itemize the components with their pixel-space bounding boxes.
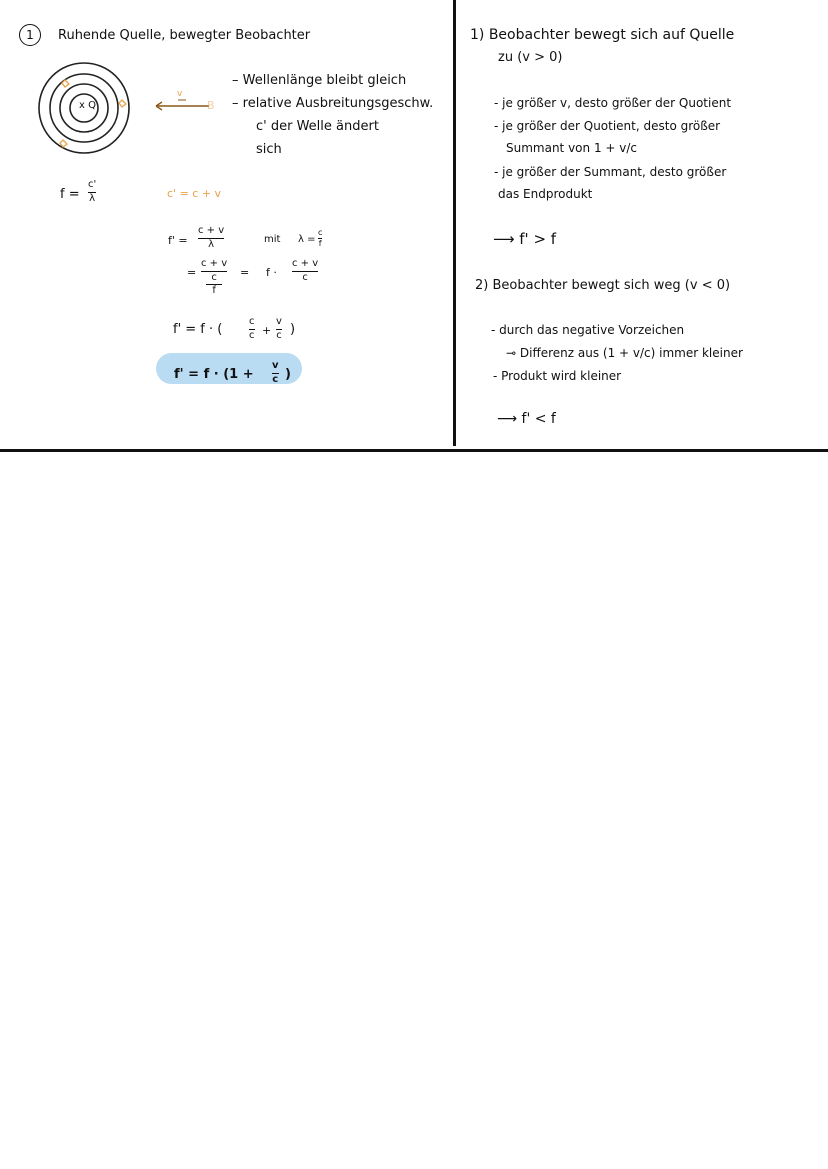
eq5-frac — [272, 361, 279, 385]
case2-result: ⟶ f' < f — [497, 411, 556, 427]
eq3-fraction-2 — [292, 259, 318, 283]
case1-result: ⟶ f' > f — [493, 230, 557, 248]
eq4-frac1 — [249, 317, 255, 341]
source-marker: x Q — [79, 100, 96, 111]
eq2-mit: mit — [264, 234, 281, 245]
eq5-n: v — [272, 360, 279, 371]
case2-bullet-1: - durch das negative Vorzeichen — [491, 323, 685, 337]
eq3-den-num: c — [211, 271, 217, 283]
eq3-num: c + v — [201, 258, 228, 269]
eq5-close: ) — [285, 367, 291, 382]
eq3-den2: c — [302, 271, 308, 283]
section-number: 1 — [19, 24, 41, 46]
eq4-n2: v — [276, 316, 282, 327]
observer-symbol: B — [207, 99, 215, 112]
eq2-lhs: f' = — [168, 234, 188, 247]
eq4-close: ) — [290, 322, 296, 337]
eq-cprime: c' = c + v — [167, 187, 222, 200]
case1-title-cont: zu (v > 0) — [498, 50, 563, 65]
case1-bullet-3-cont: das Endprodukt — [498, 187, 593, 201]
bullet-relative-speed-cont: c' der Welle ändert — [256, 119, 379, 134]
eq5-d: c — [272, 373, 279, 385]
eq4-d1: c — [249, 329, 255, 341]
case2-bullet-3: - Produkt wird kleiner — [493, 369, 622, 383]
eq3-den-den: f — [212, 285, 216, 296]
eq1-fraction — [88, 180, 96, 204]
eq1-num: c' — [88, 179, 97, 190]
eq3-num2: c + v — [292, 258, 319, 269]
observer-vector-label: v — [177, 89, 183, 99]
eq2-den: λ — [208, 238, 215, 250]
eq1-den: λ — [89, 192, 96, 204]
eq2-lambda-fraction — [318, 229, 322, 249]
bullet-wavelength: – Wellenlänge bleibt gleich — [232, 73, 407, 88]
eq3-fraction — [201, 259, 227, 297]
vertical-divider — [453, 0, 456, 446]
bullet-relative-speed-end: sich — [256, 142, 282, 157]
eq4-n1: c — [249, 316, 255, 327]
eq2-lambda-num: c — [318, 228, 323, 237]
eq4-d2: c — [276, 329, 282, 341]
case1-bullet-2-cont: Summant von 1 + v/c — [506, 141, 638, 155]
eq2-lambda: λ = — [298, 234, 316, 245]
eq2-num: c + v — [198, 225, 225, 236]
bullet-relative-speed: – relative Ausbreitungsgeschw. — [232, 96, 434, 111]
eq4-frac2 — [276, 317, 282, 341]
eq2-fraction — [198, 226, 224, 250]
eq5-lhs: f' = f · (1 + — [174, 367, 254, 382]
horizontal-divider — [0, 449, 828, 452]
case1-title: 1) Beobachter bewegt sich auf Quelle — [470, 27, 735, 43]
case1-bullet-2: - je größer der Quotient, desto größer — [494, 119, 721, 133]
case1-bullet-3: - je größer der Summant, desto größer — [494, 165, 727, 179]
eq3-f: f · — [266, 266, 277, 279]
eq3-equals-2: = — [240, 266, 250, 279]
eq3-equals: = — [187, 266, 197, 279]
section-title: Ruhende Quelle, bewegter Beobachter — [58, 28, 311, 43]
case2-bullet-2: ⊸ Differenz aus (1 + v/c) immer kleiner — [506, 346, 743, 360]
eq4-plus: + — [262, 324, 272, 337]
observer-arrow — [154, 98, 214, 112]
eq2-lambda-den: f — [318, 239, 322, 249]
eq1-lhs: f = — [60, 187, 80, 202]
case2-title: 2) Beobachter bewegt sich weg (v < 0) — [475, 278, 731, 293]
eq4-lhs: f' = f · ( — [173, 322, 223, 337]
case1-bullet-1: - je größer v, desto größer der Quotient — [494, 96, 732, 110]
